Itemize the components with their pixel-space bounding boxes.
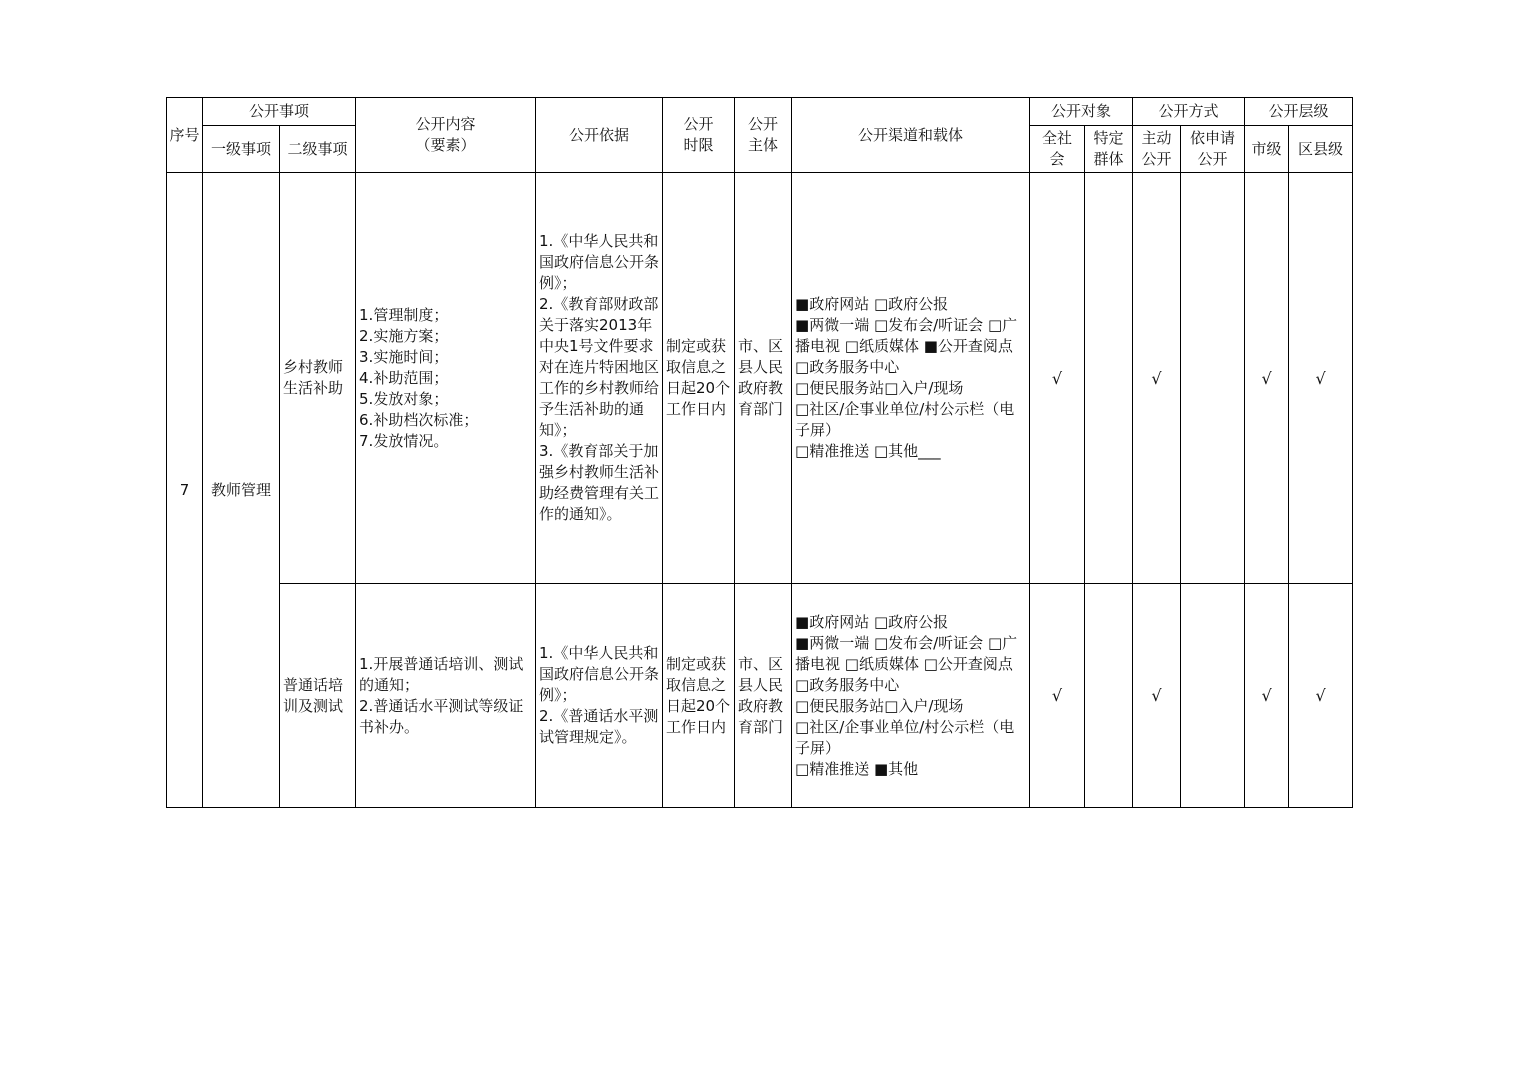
row-level-city: √ xyxy=(1245,584,1289,808)
row-channel: ■政府网站 □政府公报 ■两微一端 □发布会/听证会 □广播电视 □纸质媒体 ■公开查阅点□政务服务中心 □便民服务站□入户/现场 □社区/企事业单位/村公示栏（电子屏） □精准推送 □其他___ xyxy=(792,173,1030,584)
row-level2: 普通话培训及测试 xyxy=(280,584,356,808)
header-time-limit: 公开 时限 xyxy=(663,98,735,173)
row-method-request xyxy=(1181,173,1245,584)
disclosure-table xyxy=(166,97,1353,808)
row-level-district: √ xyxy=(1289,584,1353,808)
header-target-all: 全社 会 xyxy=(1030,126,1085,173)
header-seq: 序号 xyxy=(167,98,203,173)
header-level-city: 市级 xyxy=(1245,126,1289,173)
row-method-active: √ xyxy=(1133,173,1181,584)
row-basis: 1.《中华人民共和国政府信息公开条例》； 2.《教育部财政部关于落实2013年中央1号文件要求对在连片特困地区工作的乡村教师给予生活补助的通知》； 3.《教育部关于加强乡村教师生活补助经费管理有关工作的通知》。 xyxy=(536,173,663,584)
header-method-active: 主动 公开 xyxy=(1133,126,1181,173)
row-content: 1.开展普通话培训、测试的通知； 2.普通话水平测试等级证书补办。 xyxy=(356,584,536,808)
table-row xyxy=(167,584,1353,808)
header-items-group: 公开事项 xyxy=(203,98,356,126)
header-method-request: 依申请 公开 xyxy=(1181,126,1245,173)
table-row xyxy=(167,173,1353,584)
header-method-group: 公开方式 xyxy=(1133,98,1245,126)
header-level2: 二级事项 xyxy=(280,126,356,173)
row-target-specific xyxy=(1085,584,1133,808)
header-target-specific: 特定 群体 xyxy=(1085,126,1133,173)
header-basis: 公开依据 xyxy=(536,98,663,173)
row-basis: 1.《中华人民共和国政府信息公开条例》； 2.《普通话水平测试管理规定》。 xyxy=(536,584,663,808)
header-row-1 xyxy=(167,98,1353,126)
row-method-request xyxy=(1181,584,1245,808)
row-subject: 市、区县人民政府教育部门 xyxy=(735,584,792,808)
header-content: 公开内容 （要素） xyxy=(356,98,536,173)
header-level-district: 区县级 xyxy=(1289,126,1353,173)
header-target-group: 公开对象 xyxy=(1030,98,1133,126)
row-channel: ■政府网站 □政府公报 ■两微一端 □发布会/听证会 □广播电视 □纸质媒体 □公开查阅点□政务服务中心 □便民服务站□入户/现场 □社区/企事业单位/村公示栏（电子屏） □精准推送 ■其他 xyxy=(792,584,1030,808)
row-method-active: √ xyxy=(1133,584,1181,808)
row-target-specific xyxy=(1085,173,1133,584)
header-level1: 一级事项 xyxy=(203,126,280,173)
row-time-limit: 制定或获取信息之日起20个工作日内 xyxy=(663,173,735,584)
row-content: 1.管理制度； 2.实施方案； 3.实施时间； 4.补助范围； 5.发放对象； 6.补助档次标准； 7.发放情况。 xyxy=(356,173,536,584)
row-level2: 乡村教师生活补助 xyxy=(280,173,356,584)
row-subject: 市、区县人民政府教育部门 xyxy=(735,173,792,584)
header-subject: 公开 主体 xyxy=(735,98,792,173)
row-target-all: √ xyxy=(1030,173,1085,584)
row-level-district: √ xyxy=(1289,173,1353,584)
header-level-group: 公开层级 xyxy=(1245,98,1353,126)
group-level1: 教师管理 xyxy=(203,173,280,808)
row-time-limit: 制定或获取信息之日起20个工作日内 xyxy=(663,584,735,808)
header-channel: 公开渠道和载体 xyxy=(792,98,1030,173)
row-target-all: √ xyxy=(1030,584,1085,808)
row-level-city: √ xyxy=(1245,173,1289,584)
group-seq: 7 xyxy=(167,173,203,808)
